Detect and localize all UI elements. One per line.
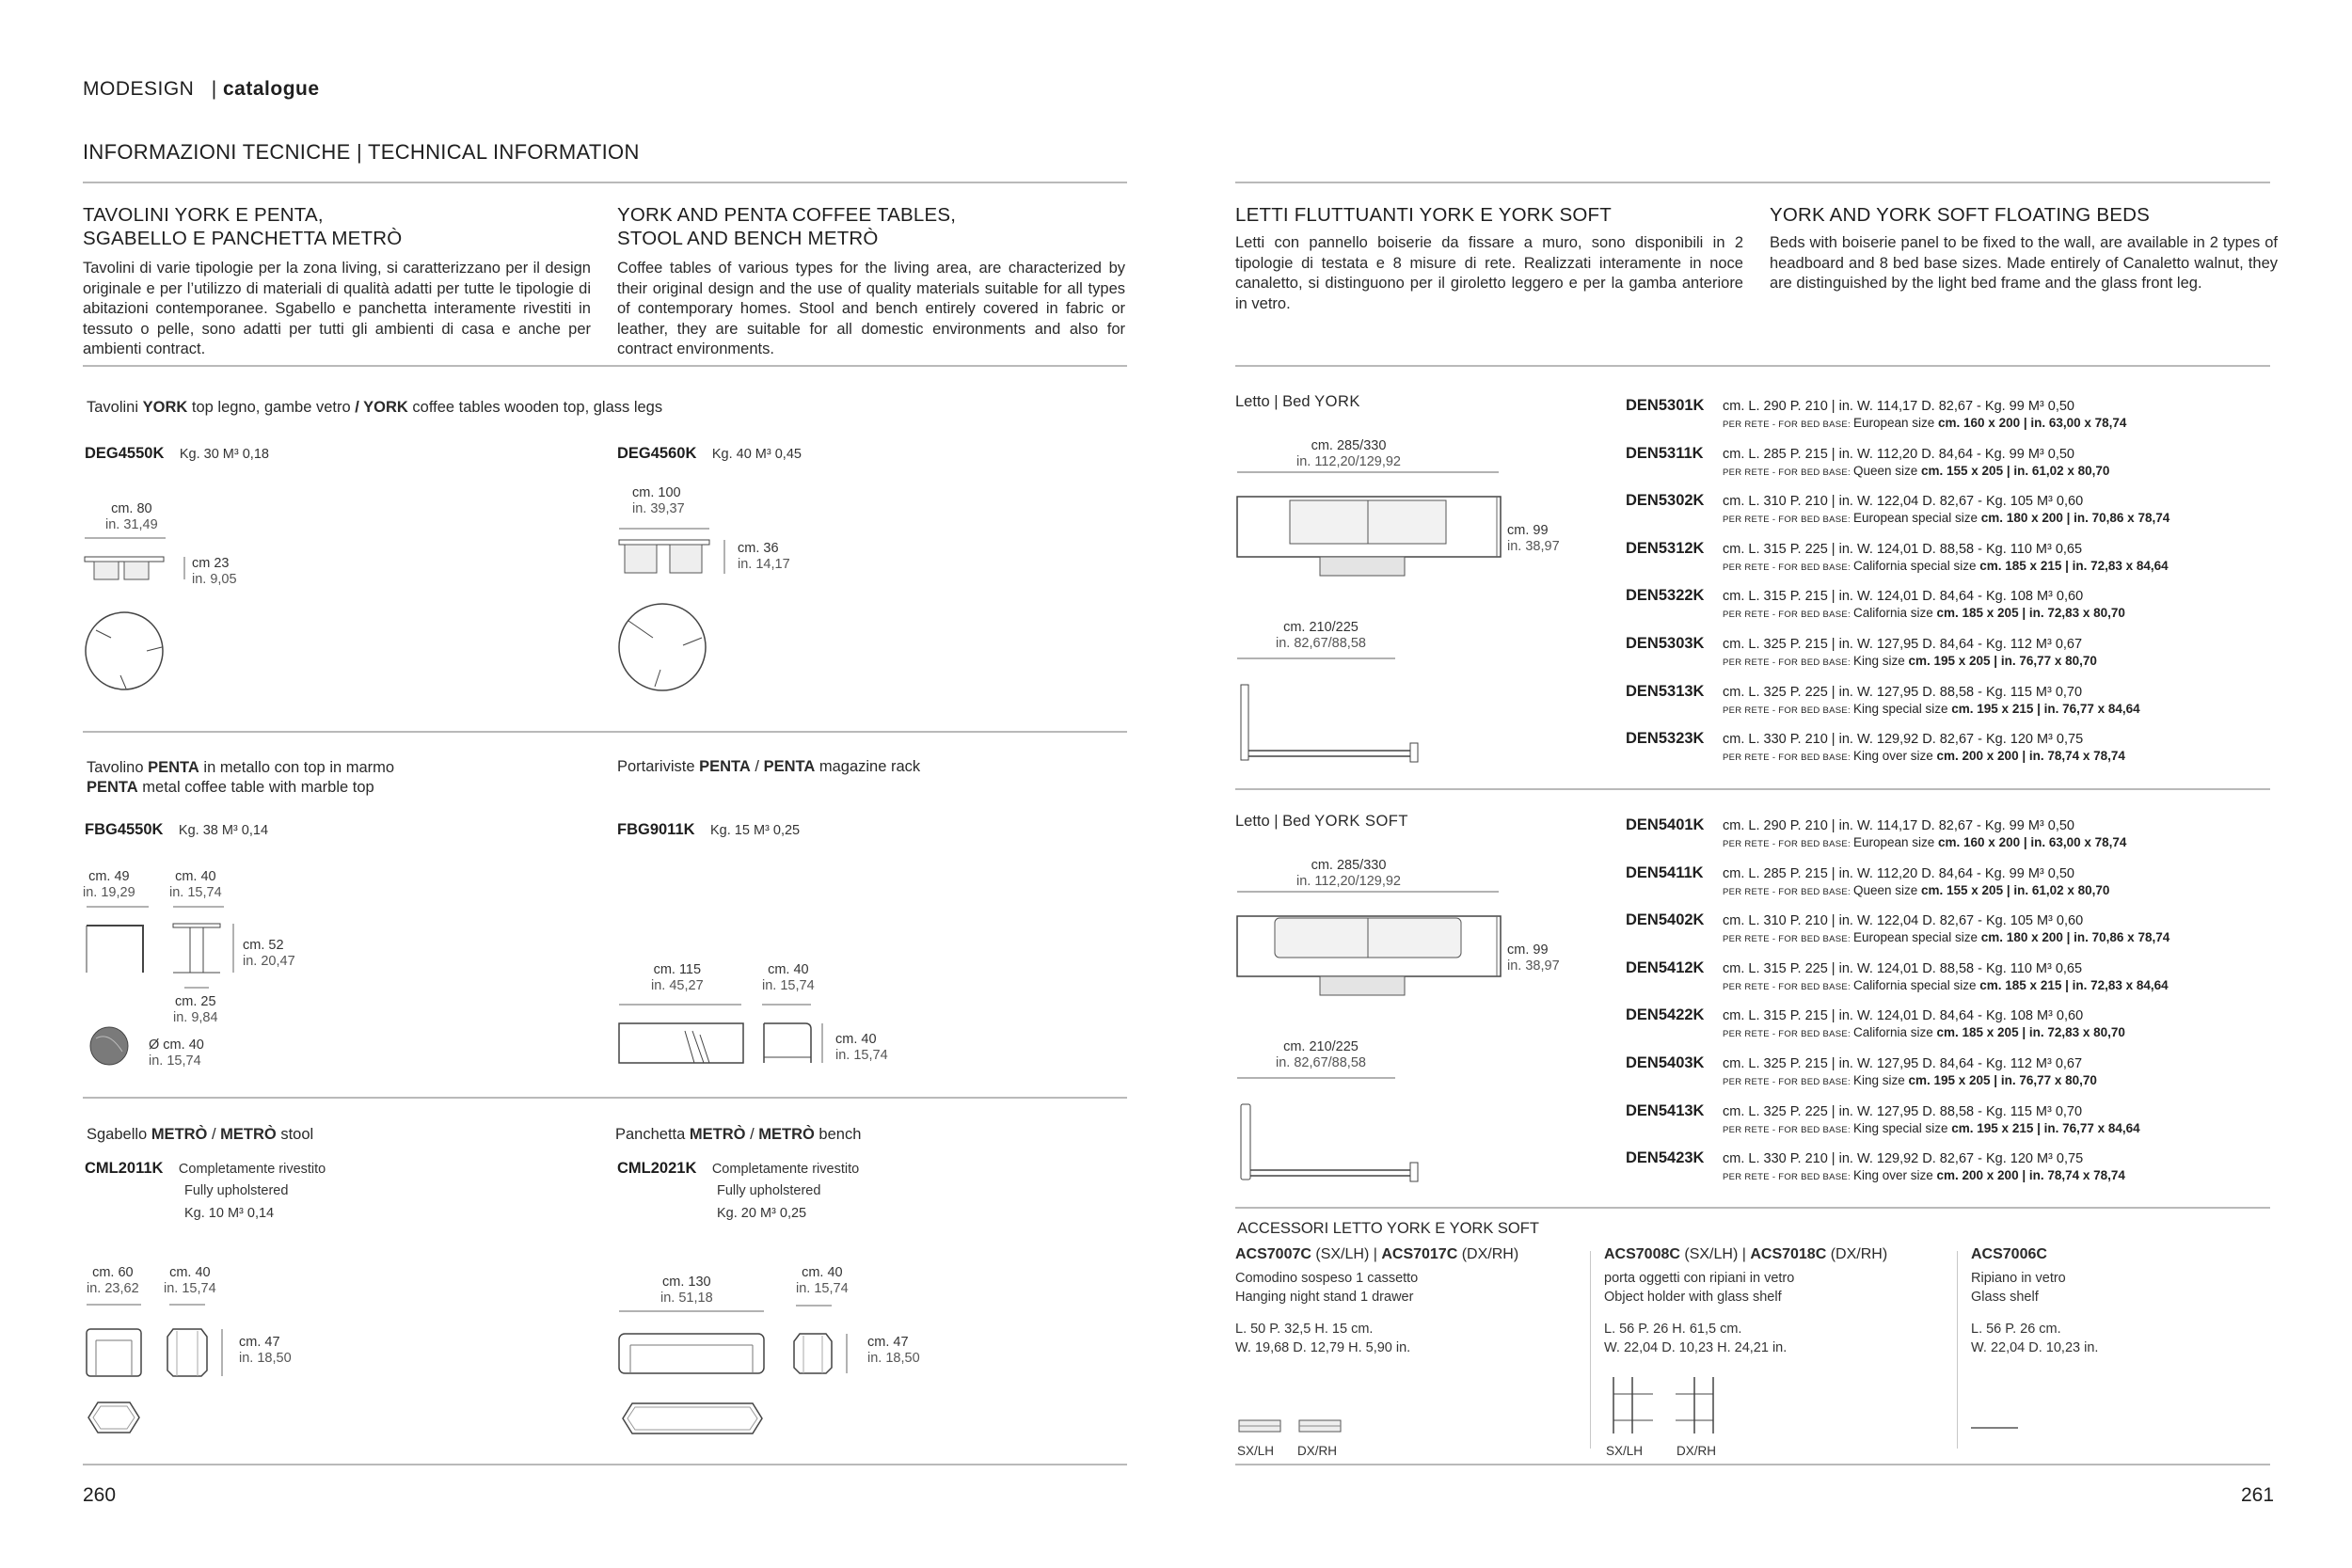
divider-acc-2 <box>1957 1251 1958 1449</box>
penta-rack-heading: Portariviste PENTA / PENTA magazine rack <box>617 758 921 775</box>
bed-yorksoft-drawing <box>1235 890 1518 1191</box>
accessories-title: ACCESSORI LETTO YORK E YORK SOFT <box>1237 1220 1539 1237</box>
bed-code: DEN5402K <box>1626 911 1705 929</box>
product-code: CML2021K <box>617 1160 697 1177</box>
product-code: DEG4550K <box>85 445 165 462</box>
bed-base-size: PER RETE - FOR BED BASE: California size cm. 185 x 205 | in. 72,83 x 80,70 <box>1723 606 2125 621</box>
bed-dimensions: cm. L. 315 P. 215 | in. W. 124,01 D. 84,64 - Kg. 108 M³ 0,60 <box>1723 1008 2084 1024</box>
dim-height: cm. 36 in. 14,17 <box>738 541 790 572</box>
bed-base-size: PER RETE - FOR BED BASE: European special size cm. 180 x 200 | in. 70,86 x 78,74 <box>1723 511 2170 526</box>
intro-beds-en-text: Beds with boiserie panel to be fixed to the wall, are available in 2 types of headboard and 8 bed base sizes. Made entirely of Canaletto walnut, they are distinguished by the light bed frame and the glass front leg. <box>1770 234 2278 292</box>
bed-code: DEN5403K <box>1626 1054 1705 1071</box>
dim-height: cm. 52 in. 20,47 <box>243 938 295 969</box>
bed-spec-row <box>1626 587 2125 621</box>
metro-stool-heading: Sgabello METRÒ / METRÒ stool <box>87 1126 314 1143</box>
bed-spec-row <box>1626 816 2127 849</box>
metro-bench-heading: Panchetta METRÒ / METRÒ bench <box>615 1126 862 1143</box>
york-tables-heading: Tavolini YORK top legno, gambe vetro / YORK coffee tables wooden top, glass legs <box>87 399 663 416</box>
bed-dimensions: cm. L. 325 P. 215 | in. W. 127,95 D. 84,64 - Kg. 112 M³ 0,67 <box>1723 1056 2083 1071</box>
bed-spec-row <box>1626 1101 2140 1135</box>
intro-it-title: TAVOLINI YORK E PENTA, SGABELLO E PANCHETTA METRÒ <box>83 204 403 249</box>
bed-dimensions: cm. L. 330 P. 210 | in. W. 129,92 D. 82,67 - Kg. 120 M³ 0,75 <box>1723 1151 2084 1167</box>
product-code: FBG9011K <box>617 821 695 838</box>
brand-name: MODESIGN <box>83 78 195 100</box>
bed-york-drawing <box>1235 470 1518 771</box>
bottom-rule-left <box>83 1464 1127 1465</box>
product-code: DEG4560K <box>617 445 697 462</box>
nightstand-drawing <box>1237 1418 1350 1437</box>
metro-stool <box>85 1160 326 1178</box>
dim-length: cm. 210/225 in. 82,67/88,58 <box>1276 620 1366 651</box>
bed-code: DEN5323K <box>1626 730 1705 748</box>
bed-code: DEN5301K <box>1626 397 1705 414</box>
bed-dimensions: cm. L. 285 P. 215 | in. W. 112,20 D. 84,64 - Kg. 99 M³ 0,50 <box>1723 865 2074 881</box>
intro-en-title: YORK AND PENTA COFFEE TABLES, STOOL AND BENCH METRÒ <box>617 204 957 249</box>
bed-base-size: PER RETE - FOR BED BASE: Queen size cm. 155 x 205 | in. 61,02 x 80,70 <box>1723 882 2110 897</box>
bed-spec-row <box>1626 863 2110 897</box>
rule-left-3 <box>83 1097 1127 1099</box>
bed-code: DEN5322K <box>1626 587 1705 605</box>
page-number-left: 260 <box>83 1484 117 1506</box>
bed-spec-row <box>1626 682 2140 716</box>
bed-dimensions: cm. L. 290 P. 210 | in. W. 114,17 D. 82,67 - Kg. 99 M³ 0,50 <box>1723 399 2074 414</box>
dim-height: cm. 40 in. 15,74 <box>835 1032 888 1063</box>
rule-right-3 <box>1235 1207 2270 1209</box>
product-code: CML2011K <box>85 1160 164 1177</box>
penta-table-heading: Tavolino PENTA in metallo con top in marmo PENTA metal coffee table with marble top <box>87 759 395 796</box>
bed-dimensions: cm. L. 315 P. 225 | in. W. 124,01 D. 88,58 - Kg. 110 M³ 0,65 <box>1723 960 2083 976</box>
metro-bench-drawing <box>615 1309 869 1441</box>
dim-height: cm. 99 in. 38,97 <box>1507 523 1560 554</box>
bed-code: DEN5413K <box>1626 1101 1705 1119</box>
intro-beds-it-title: LETTI FLUTTUANTI YORK E YORK SOFT <box>1235 204 1612 226</box>
dim-width: cm. 60 in. 23,62 <box>87 1265 139 1296</box>
bed-base-size: PER RETE - FOR BED BASE: European size cm. 160 x 200 | in. 63,00 x 78,74 <box>1723 416 2127 430</box>
bed-york-label: Letto | Bed YORK <box>1235 393 1360 410</box>
bed-base-size: PER RETE - FOR BED BASE: California size cm. 185 x 205 | in. 72,83 x 80,70 <box>1723 1025 2125 1040</box>
bed-base-size: PER RETE - FOR BED BASE: California special size cm. 185 x 215 | in. 72,83 x 84,64 <box>1723 977 2169 992</box>
bed-base-size: PER RETE - FOR BED BASE: King special size cm. 195 x 215 | in. 76,77 x 84,64 <box>1723 701 2140 716</box>
label-right: DX/RH <box>1677 1444 1717 1458</box>
rule-right-1 <box>1235 365 2270 367</box>
bed-base-size: PER RETE - FOR BED BASE: California special size cm. 185 x 215 | in. 72,83 x 84,64 <box>1723 558 2169 573</box>
bed-code: DEN5422K <box>1626 1006 1705 1024</box>
bed-code: DEN5313K <box>1626 682 1705 700</box>
bed-base-size: PER RETE - FOR BED BASE: Queen size cm. 155 x 205 | in. 61,02 x 80,70 <box>1723 463 2110 478</box>
bottom-rule-right <box>1235 1464 2270 1465</box>
bed-code: DEN5302K <box>1626 492 1705 510</box>
page-number-right: 261 <box>2241 1484 2275 1506</box>
york-table-1 <box>85 445 269 463</box>
glass-shelf-drawing <box>1971 1426 2027 1432</box>
label-right: DX/RH <box>1297 1444 1338 1458</box>
dim-width: cm. 80 in. 31,49 <box>105 501 158 532</box>
intro-beds-en-title: YORK AND YORK SOFT FLOATING BEDS <box>1770 204 2150 226</box>
top-rule-left <box>83 182 1127 183</box>
bed-spec-row <box>1626 1006 2125 1040</box>
bed-base-size: PER RETE - FOR BED BASE: King over size cm. 200 x 200 | in. 78,74 x 78,74 <box>1723 1168 2125 1183</box>
bed-spec-row <box>1626 397 2127 430</box>
product-desc-en: Fully upholstered <box>184 1183 289 1198</box>
dim-diameter: Ø cm. 40 in. 15,74 <box>149 1037 204 1069</box>
dim-depth: cm. 40 in. 15,74 <box>796 1265 849 1296</box>
dim-depth: cm. 40 in. 15,74 <box>762 962 815 993</box>
bed-code: DEN5423K <box>1626 1149 1705 1167</box>
bed-code: DEN5412K <box>1626 958 1705 976</box>
york-table-1-drawing <box>83 536 215 696</box>
dim-width: cm. 100 in. 39,37 <box>632 485 685 516</box>
brand-header <box>83 78 320 101</box>
dim-height: cm. 47 in. 18,50 <box>239 1335 292 1366</box>
york-table-2-drawing <box>617 527 749 696</box>
bed-dimensions: cm. L. 290 P. 210 | in. W. 114,17 D. 82,67 - Kg. 99 M³ 0,50 <box>1723 818 2074 833</box>
dim-depth: cm. 49 in. 19,29 <box>83 869 135 900</box>
bed-base-size: PER RETE - FOR BED BASE: King size cm. 195 x 205 | in. 76,77 x 80,70 <box>1723 1073 2097 1087</box>
page-subtitle: INFORMAZIONI TECNICHE | TECHNICAL INFORMATION <box>83 140 640 164</box>
label-left: SX/LH <box>1606 1444 1644 1458</box>
bed-dimensions: cm. L. 315 P. 215 | in. W. 124,01 D. 84,64 - Kg. 108 M³ 0,60 <box>1723 589 2084 605</box>
metro-stool-drawing <box>83 1303 243 1444</box>
bed-spec-row <box>1626 539 2169 573</box>
penta-table-drawing <box>83 905 252 1074</box>
product-desc-it: Completamente rivestito <box>711 1162 860 1177</box>
brand-separator: | <box>211 78 217 100</box>
bed-base-size: PER RETE - FOR BED BASE: King size cm. 195 x 205 | in. 76,77 x 80,70 <box>1723 654 2097 668</box>
dim-height: cm 23 in. 9,05 <box>192 556 237 587</box>
accessory-nightstand: ACS7007C (SX/LH) | ACS7017C (DX/RH) Comodino sospeso 1 cassetto Hanging night stand 1 drawer L. 50 P. 32,5 H. 15 cm. W. 19,68 D. 12,79 H. 5,90 in. <box>1235 1246 1519 1355</box>
metro-bench <box>617 1160 859 1178</box>
bed-dimensions: cm. L. 310 P. 210 | in. W. 122,04 D. 82,67 - Kg. 105 M³ 0,60 <box>1723 913 2084 929</box>
intro-it-text: Tavolini di varie tipologie per la zona living, si caratterizzano per il design originale e per l’utilizzo di materiali di qualità adatti per tutte le tipologie di abitazioni contemporanee. Sgabello e panchetta interamente rivestiti in tessuto o pelle, sono adatti per tutti gli ambienti di casa e anche per ambienti contract. <box>83 260 591 357</box>
bed-spec-row <box>1626 444 2110 478</box>
dim-width: cm. 285/330 in. 112,20/129,92 <box>1296 438 1401 469</box>
top-rule-right <box>1235 182 2270 183</box>
intro-en-text: Coffee tables of various types for the living area, are characterized by their original design and the use of quality materials suitable for all types of contemporary homes. Stool and bench entirely covered in fabric or leather, they are suitable for all domestic environments and also for contract environments. <box>617 260 1125 357</box>
dim-width: cm. 40 in. 15,74 <box>169 869 222 900</box>
bed-dimensions: cm. L. 285 P. 215 | in. W. 112,20 D. 84,64 - Kg. 99 M³ 0,50 <box>1723 446 2074 462</box>
intro-beds-it-text: Letti con pannello boiserie da fissare a muro, sono disponibili in 2 tipologie di testata e 8 misure di rete. Realizzati interamente in noce canaletto, si distinguono per il giroletto leggero e per la gamba anteriore in vetro. <box>1235 234 1743 312</box>
label-left: SX/LH <box>1237 1444 1275 1458</box>
bed-spec-row <box>1626 958 2169 992</box>
dim-height: cm. 47 in. 18,50 <box>867 1335 920 1366</box>
product-spec: Kg. 15 M³ 0,25 <box>710 823 801 838</box>
accessory-object-holder: ACS7008C (SX/LH) | ACS7018C (DX/RH) porta oggetti con ripiani in vetro Object holder with glass shelf L. 56 P. 26 H. 61,5 cm. W. 22,04 D. 10,23 H. 24,21 in. <box>1604 1246 1888 1355</box>
object-holder-drawing <box>1604 1375 1736 1441</box>
penta-rack-drawing <box>617 1003 843 1078</box>
bed-code: DEN5312K <box>1626 539 1705 557</box>
product-desc-it: Completamente rivestito <box>178 1162 326 1177</box>
accessory-glass-shelf: ACS7006C Ripiano in vetro Glass shelf L. 56 P. 26 cm. W. 22,04 D. 10,23 in. <box>1971 1246 2099 1355</box>
bed-code: DEN5311K <box>1626 444 1704 462</box>
penta-rack <box>617 821 800 839</box>
dim-width: cm. 285/330 in. 112,20/129,92 <box>1296 858 1401 889</box>
bed-dimensions: cm. L. 325 P. 225 | in. W. 127,95 D. 88,58 - Kg. 115 M³ 0,70 <box>1723 1103 2083 1119</box>
bed-code: DEN5411K <box>1626 863 1704 881</box>
dim-base: cm. 25 in. 9,84 <box>173 994 218 1025</box>
bed-dimensions: cm. L. 310 P. 210 | in. W. 122,04 D. 82,67 - Kg. 105 M³ 0,60 <box>1723 494 2084 510</box>
divider-acc-1 <box>1590 1251 1591 1449</box>
bed-dimensions: cm. L. 325 P. 215 | in. W. 127,95 D. 84,64 - Kg. 112 M³ 0,67 <box>1723 637 2083 652</box>
bed-spec-row <box>1626 730 2125 764</box>
rule-left-2 <box>83 731 1127 733</box>
product-spec: Kg. 40 M³ 0,45 <box>711 447 802 462</box>
bed-base-size: PER RETE - FOR BED BASE: King over size cm. 200 x 200 | in. 78,74 x 78,74 <box>1723 749 2125 764</box>
brand-section: catalogue <box>223 78 320 100</box>
bed-dimensions: cm. L. 330 P. 210 | in. W. 129,92 D. 82,67 - Kg. 120 M³ 0,75 <box>1723 732 2084 748</box>
product-spec: Kg. 30 M³ 0,18 <box>179 447 269 462</box>
product-desc-en: Fully upholstered <box>717 1183 821 1198</box>
bed-yorksoft-label: Letto | Bed YORK SOFT <box>1235 813 1408 830</box>
bed-dimensions: cm. L. 325 P. 225 | in. W. 127,95 D. 88,58 - Kg. 115 M³ 0,70 <box>1723 684 2083 700</box>
york-table-2 <box>617 445 802 463</box>
product-spec: Kg. 38 M³ 0,14 <box>178 823 269 838</box>
product-spec: Kg. 10 M³ 0,14 <box>184 1206 275 1221</box>
bed-spec-row <box>1626 1149 2125 1183</box>
dim-depth: cm. 40 in. 15,74 <box>164 1265 216 1296</box>
bed-base-size: PER RETE - FOR BED BASE: European special size cm. 180 x 200 | in. 70,86 x 78,74 <box>1723 930 2170 945</box>
dim-width: cm. 130 in. 51,18 <box>660 1275 713 1306</box>
dim-length: cm. 210/225 in. 82,67/88,58 <box>1276 1039 1366 1070</box>
product-code: FBG4550K <box>85 821 164 838</box>
bed-code: DEN5401K <box>1626 816 1705 833</box>
bed-base-size: PER RETE - FOR BED BASE: European size cm. 160 x 200 | in. 63,00 x 78,74 <box>1723 835 2127 849</box>
rule-right-2 <box>1235 788 2270 790</box>
bed-dimensions: cm. L. 315 P. 225 | in. W. 124,01 D. 88,58 - Kg. 110 M³ 0,65 <box>1723 541 2083 557</box>
bed-code: DEN5303K <box>1626 635 1705 652</box>
product-spec: Kg. 20 M³ 0,25 <box>717 1206 807 1221</box>
bed-spec-row <box>1626 911 2170 945</box>
bed-spec-row <box>1626 492 2170 526</box>
bed-base-size: PER RETE - FOR BED BASE: King special size cm. 195 x 215 | in. 76,77 x 84,64 <box>1723 1120 2140 1135</box>
penta-table <box>85 821 268 839</box>
bed-spec-row <box>1626 1054 2097 1087</box>
rule-left-1 <box>83 365 1127 367</box>
bed-spec-row <box>1626 635 2097 668</box>
dim-height: cm. 99 in. 38,97 <box>1507 942 1560 974</box>
dim-width: cm. 115 in. 45,27 <box>651 962 704 993</box>
